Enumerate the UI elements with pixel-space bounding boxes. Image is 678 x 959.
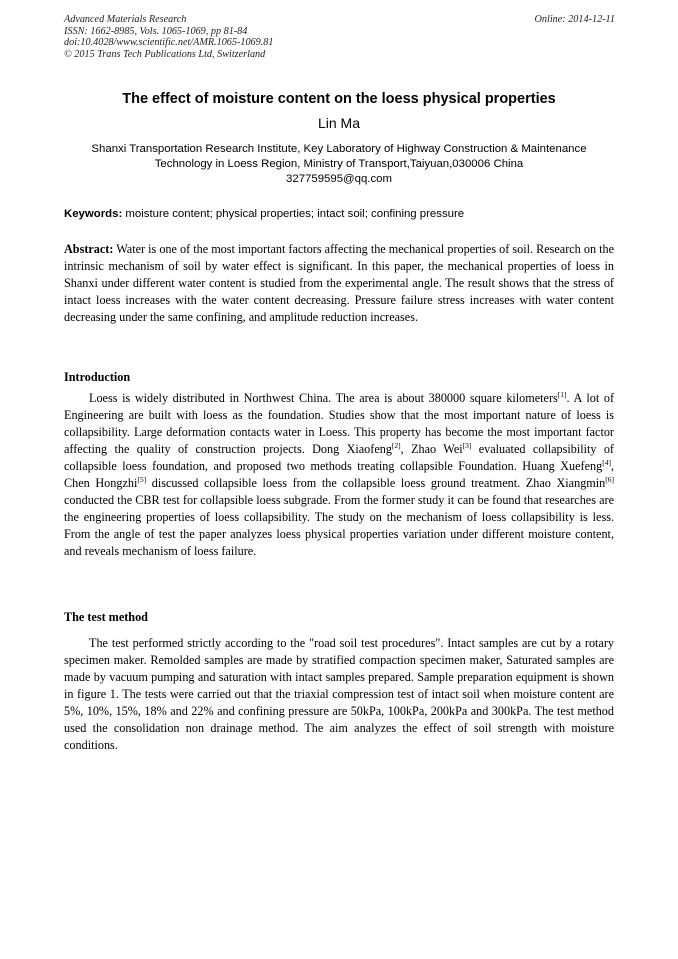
issn: ISSN: 1662-8985, Vols. 1065-1069, pp 81-84 (64, 25, 248, 37)
paper-title: The effect of moisture content on the loess physical properties (122, 91, 556, 107)
abstract-label: Abstract: (64, 242, 114, 256)
intro-text-4: evaluated collapsibility of collapsible loess foundation, and proposed two methods treating collapsible Foundation. Huang Xuefeng (64, 442, 614, 473)
affiliation-line-1: Shanxi Transportation Research Institute, Key Laboratory of Highway Construction & Maintenance (91, 143, 587, 155)
test-method-paragraph: The test performed strictly according to the "road soil test procedures". Intact samples are cut by a rotary specimen maker. Remolded samples are made by stratified compaction specimen maker, Saturated samples are made by vacuum pumping and saturation with intact samples prepared. Sample preparation equipment is shown in figure 1. The tests were carried out that the triaxial compression test of intact soil when moisture content are 5%, 10%, 15%, 18% and 22% and confining pressure are 50kPa, 100kPa, 200kPa and 300kPa. The test method used the consolidation non drainage method. The aim analyzes the effect of soil strength with moisture conditions. (64, 636, 614, 752)
keywords (64, 208, 624, 220)
author-email: 327759595@qq.com (286, 173, 392, 185)
ref-6: [6] (605, 475, 614, 484)
ref-1: [1] (557, 390, 567, 399)
affiliation (50, 142, 628, 187)
intro-text-7: conducted the CBR test for collapsible loess subgrade. From the former study it can be found that researches are the engineering properties of loess collapsibility. The study on the mechanism of loess collapsibility is less. From the angle of test the paper analyzes loess physical properties variation under different moisture content, and reveals mechanism of loess failure. (64, 493, 614, 558)
online-date: Online: 2014-12-11 (534, 14, 615, 25)
journal-header (64, 14, 615, 60)
intro-text-2: . A lot of Engineering are built with loess as the foundation. Studies show that the most important nature of loess is collapsibility. Large deformation contacts water in Loess. This property has become the most important factor affecting the quality of construction projects. Dong Xiaofeng (64, 391, 615, 456)
doi: doi:10.4028/www.scientific.net/AMR.1065-1069.81 (64, 37, 274, 49)
author-name: Lin Ma (317, 115, 361, 131)
abstract (64, 241, 614, 326)
intro-text-5: , Chen Hongzhi (64, 459, 614, 490)
abstract-text: Water is one of the most important factors affecting the mechanical properties of soil. Research on the intrinsic mechanism of soil by water effect is significant. In this paper, the mechanical properties of loess in Shanxi under different water content is studied from the experimental angle. The result shows that the stress of intact loess increases with the water content decreasing. Pressure failure stress increases with water content decreasing under the same confining, and amplitude reduction increases. (64, 242, 614, 324)
keywords-text: moisture content; physical properties; intact soil; confining pressure (122, 208, 465, 220)
intro-text-6: discussed collapsible loess from the collapsible loess ground treatment. Zhao Xiangmin (146, 476, 606, 490)
journal-name: Advanced Materials Research (64, 14, 187, 25)
ref-2: [2] (391, 441, 401, 450)
ref-5: [5] (137, 475, 147, 484)
introduction-heading: Introduction (64, 370, 131, 384)
keywords-label: Keywords: (64, 208, 123, 220)
ref-3: [3] (462, 441, 472, 450)
intro-text-3: , Zhao Wei (400, 442, 463, 456)
ref-4: [4] (602, 458, 611, 467)
copyright: © 2015 Trans Tech Publications Ltd, Switzerland (64, 48, 266, 60)
intro-text-1: Loess is widely distributed in Northwest China. The area is about 380000 square kilometers (89, 391, 558, 405)
introduction-paragraph (64, 390, 614, 560)
affiliation-line-2: Technology in Loess Region, Ministry of Transport,Taiyuan,030006 China (154, 158, 524, 170)
test-method-heading: The test method (64, 610, 148, 624)
